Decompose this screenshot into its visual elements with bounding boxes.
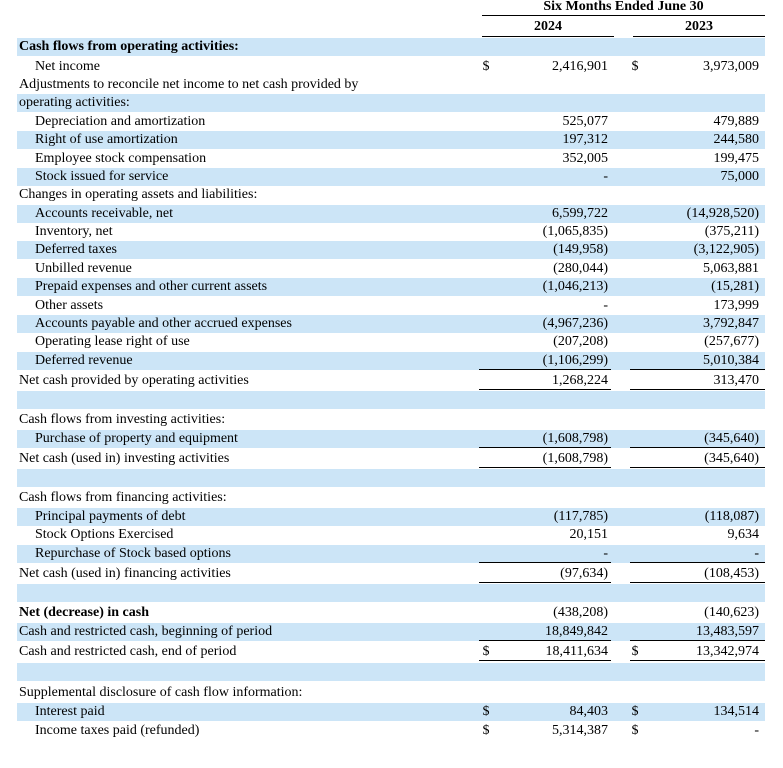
row-label: Right of use amortization <box>35 132 178 147</box>
row-label: Purchase of property and equipment <box>35 431 238 446</box>
value-2024: - <box>603 298 608 313</box>
row-label: Cash flows from financing activities: <box>19 490 227 505</box>
table-row <box>17 584 765 602</box>
value-2023: 134,514 <box>713 704 759 719</box>
value-2023: 313,470 <box>713 373 759 388</box>
value-2023: - <box>754 723 759 738</box>
table-row <box>17 94 765 112</box>
table-row <box>17 113 765 131</box>
row-label: Interest paid <box>35 704 105 719</box>
row-label: Stock issued for service <box>35 169 169 184</box>
table-row <box>17 623 765 641</box>
row-label: Net cash (used in) financing activities <box>19 566 231 581</box>
row-label: Net (decrease) in cash <box>19 605 149 620</box>
table-row <box>17 333 765 351</box>
subtotal-underline <box>630 582 765 583</box>
value-2023: - <box>754 546 759 561</box>
table-row <box>17 352 765 370</box>
subtotal-underline <box>479 640 611 641</box>
value-2024: 84,403 <box>569 704 608 719</box>
table-row <box>17 58 765 76</box>
value-2023: 5,010,384 <box>703 353 759 368</box>
table-row <box>17 411 765 429</box>
value-2023: 13,342,974 <box>696 644 759 659</box>
table-row <box>17 76 765 94</box>
value-2024: 18,411,634 <box>545 644 608 659</box>
subtotal-underline <box>479 660 611 661</box>
row-label: Operating lease right of use <box>35 334 190 349</box>
row-label: Income taxes paid (refunded) <box>35 723 200 738</box>
row-label: Cash flows from investing activities: <box>19 412 226 427</box>
column-header-2023: 2023 <box>685 19 713 34</box>
row-label: Inventory, net <box>35 224 113 239</box>
value-2024: (1,046,213) <box>542 279 608 294</box>
value-2024: 20,151 <box>569 527 608 542</box>
subtotal-underline <box>630 467 765 468</box>
subtotal-underline <box>479 582 611 583</box>
row-label: Principal payments of debt <box>35 509 186 524</box>
value-2023: (257,677) <box>704 334 759 349</box>
table-row <box>17 489 765 507</box>
value-2024: 2,416,901 <box>552 59 608 74</box>
value-2024: (280,044) <box>553 261 608 276</box>
row-label: Accounts payable and other accrued expenses <box>35 316 292 331</box>
currency-symbol-2024: $ <box>482 704 490 719</box>
currency-symbol-2023: $ <box>631 723 639 738</box>
value-2023: (14,928,520) <box>686 206 759 221</box>
row-label: Prepaid expenses and other current assets <box>35 279 268 294</box>
row-label: operating activities: <box>19 95 130 110</box>
period-header-rule <box>482 15 765 16</box>
row-label: Supplemental disclosure of cash flow information: <box>19 685 303 700</box>
row-label: Cash and restricted cash, end of period <box>19 644 237 659</box>
value-2023: 9,634 <box>727 527 759 542</box>
table-row <box>17 168 765 186</box>
value-2024: (1,065,835) <box>542 224 608 239</box>
table-row <box>17 508 765 526</box>
table-row <box>17 278 765 296</box>
row-label: Employee stock compensation <box>35 151 207 166</box>
value-2024: 6,599,722 <box>552 206 608 221</box>
value-2024: 197,312 <box>562 132 608 147</box>
value-2023: 3,792,847 <box>703 316 759 331</box>
value-2024: 352,005 <box>562 151 608 166</box>
subtotal-underline <box>479 562 611 563</box>
value-2024: (117,785) <box>553 509 608 524</box>
subtotal-underline <box>479 389 611 390</box>
currency-symbol-2023: $ <box>631 644 639 659</box>
row-label: Net cash provided by operating activities <box>19 373 249 388</box>
table-row <box>17 684 765 702</box>
value-2024: - <box>603 169 608 184</box>
row-label: Cash and restricted cash, beginning of period <box>19 624 273 639</box>
table-row <box>17 663 765 681</box>
subtotal-underline <box>630 447 765 448</box>
row-label: Deferred taxes <box>35 242 118 257</box>
row-label: Stock Options Exercised <box>35 527 174 542</box>
row-label: Other assets <box>35 298 104 313</box>
value-2023: 13,483,597 <box>696 624 759 639</box>
value-2024: (4,967,236) <box>542 316 608 331</box>
table-row <box>17 604 765 622</box>
value-2024: 525,077 <box>562 114 608 129</box>
value-2023: (375,211) <box>704 224 759 239</box>
row-label: Depreciation and amortization <box>35 114 206 129</box>
table-row <box>17 150 765 168</box>
table-row <box>17 450 765 468</box>
subtotal-underline <box>479 467 611 468</box>
subtotal-underline <box>630 660 765 661</box>
value-2023: (118,087) <box>704 509 759 524</box>
value-2023: (140,623) <box>704 605 759 620</box>
table-row <box>17 372 765 390</box>
subtotal-underline <box>479 447 611 448</box>
subtotal-underline <box>630 369 765 370</box>
subtotal-underline <box>479 369 611 370</box>
value-2023: (15,281) <box>711 279 759 294</box>
row-label: Repurchase of Stock based options <box>35 546 231 561</box>
value-2023: (345,640) <box>704 451 759 466</box>
value-2023: 199,475 <box>713 151 759 166</box>
table-row <box>17 643 765 661</box>
table-row <box>17 315 765 333</box>
value-2023: (345,640) <box>704 431 759 446</box>
table-row <box>17 223 765 241</box>
currency-symbol-2023: $ <box>631 704 639 719</box>
table-row <box>17 205 765 223</box>
value-2023: 479,889 <box>713 114 759 129</box>
table-row <box>17 391 765 409</box>
value-2023: 5,063,881 <box>703 261 759 276</box>
value-2023: 3,973,009 <box>703 59 759 74</box>
column-header-rule-2024 <box>482 36 614 37</box>
value-2023: 75,000 <box>720 169 759 184</box>
value-2024: (1,106,299) <box>542 353 608 368</box>
row-label: Adjustments to reconcile net income to net cash provided by <box>19 77 359 92</box>
table-row <box>17 545 765 563</box>
value-2024: (207,208) <box>553 334 608 349</box>
currency-symbol-2024: $ <box>482 723 490 738</box>
value-2023: 173,999 <box>713 298 759 313</box>
table-row <box>17 260 765 278</box>
value-2024: 18,849,842 <box>545 624 608 639</box>
value-2023: 244,580 <box>713 132 759 147</box>
table-row <box>17 131 765 149</box>
subtotal-underline <box>630 562 765 563</box>
table-row <box>17 703 765 721</box>
row-label: Changes in operating assets and liabilities: <box>19 187 258 202</box>
table-row <box>17 469 765 487</box>
value-2024: - <box>603 546 608 561</box>
table-row <box>17 565 765 583</box>
row-label: Cash flows from operating activities: <box>19 39 239 54</box>
value-2024: 1,268,224 <box>552 373 608 388</box>
table-row <box>17 186 765 204</box>
value-2024: (149,958) <box>553 242 608 257</box>
value-2023: (3,122,905) <box>693 242 759 257</box>
row-label: Net cash (used in) investing activities <box>19 451 230 466</box>
value-2024: (1,608,798) <box>542 431 608 446</box>
column-header-2024: 2024 <box>534 19 562 34</box>
value-2024: (438,208) <box>553 605 608 620</box>
subtotal-underline <box>630 389 765 390</box>
row-label: Net income <box>35 59 100 74</box>
row-label: Unbilled revenue <box>35 261 132 276</box>
table-row <box>17 38 765 56</box>
table-row <box>17 297 765 315</box>
value-2023: (108,453) <box>704 566 759 581</box>
row-label: Deferred revenue <box>35 353 133 368</box>
table-row <box>17 430 765 448</box>
currency-symbol-2024: $ <box>482 59 490 74</box>
period-header: Six Months Ended June 30 <box>543 0 704 14</box>
row-label: Accounts receivable, net <box>35 206 173 221</box>
value-2024: (1,608,798) <box>542 451 608 466</box>
currency-symbol-2023: $ <box>631 59 639 74</box>
table-row <box>17 722 765 740</box>
subtotal-underline <box>630 640 765 641</box>
table-row <box>17 526 765 544</box>
value-2024: (97,634) <box>560 566 608 581</box>
value-2024: 5,314,387 <box>552 723 608 738</box>
currency-symbol-2024: $ <box>482 644 490 659</box>
table-row <box>17 241 765 259</box>
column-header-rule-2023 <box>633 36 765 37</box>
